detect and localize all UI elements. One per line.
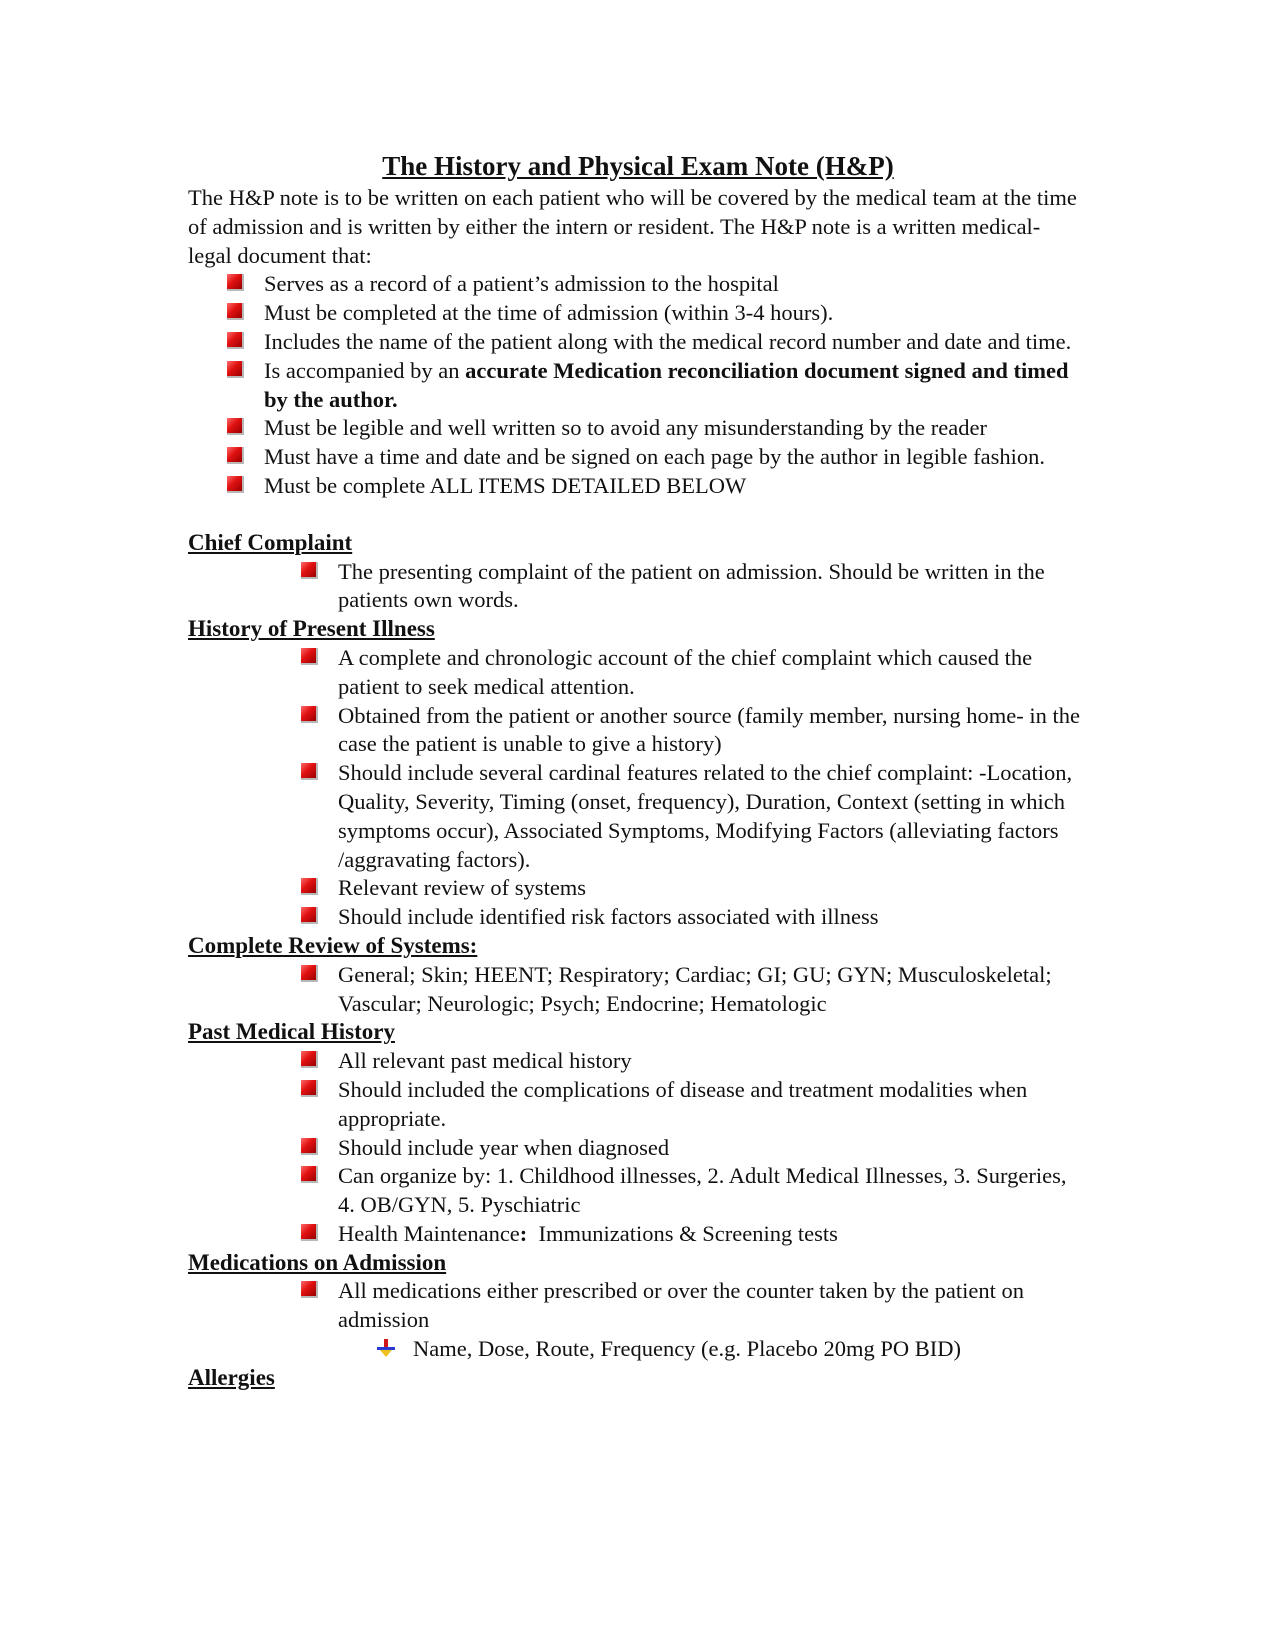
- list-item: Should include several cardinal features related to the chief complaint: -Location, Quality, Severity, Timing (onset, frequency), Duration, Context (setting in which symptoms occur), Associated Symptoms, Modifying Factors (alleviating factors /aggravating factors).: [338, 759, 1088, 874]
- red-square-bullet-icon: [301, 1138, 318, 1155]
- red-square-bullet-icon: [227, 303, 244, 320]
- red-square-bullet-icon: [301, 648, 318, 665]
- red-square-bullet-icon: [301, 878, 318, 895]
- list-item: Should include year when diagnosed: [338, 1134, 1088, 1163]
- red-square-bullet-icon: [301, 1051, 318, 1068]
- red-square-bullet-icon: [301, 907, 318, 924]
- medications-sublist: [188, 1335, 1088, 1364]
- spacer: [188, 501, 1088, 529]
- list-item: Must have a time and date and be signed on each page by the author in legible fashion.: [264, 443, 1088, 472]
- red-square-bullet-icon: [301, 1281, 318, 1298]
- document-page: [188, 150, 1088, 1393]
- red-square-bullet-icon: [227, 418, 244, 435]
- section-heading-medications: Medications on Admission: [188, 1249, 447, 1275]
- list-item: All relevant past medical history: [338, 1047, 1088, 1076]
- intro-list: [188, 270, 1088, 500]
- pmh-list: [188, 1047, 1088, 1249]
- red-square-bullet-icon: [301, 706, 318, 723]
- medications-list: [188, 1277, 1088, 1335]
- red-square-bullet-icon: [227, 447, 244, 464]
- section-heading-review-of-systems: Complete Review of Systems:: [188, 932, 478, 958]
- section-heading-hpi: History of Present Illness: [188, 616, 435, 642]
- list-item: A complete and chronologic account of the chief complaint which caused the patient to seek medical attention.: [338, 644, 1088, 702]
- list-item: All medications either prescribed or over the counter taken by the patient on admission: [338, 1277, 1088, 1335]
- ros-list: [188, 961, 1088, 1019]
- list-item: Should included the complications of disease and treatment modalities when appropriate.: [338, 1076, 1088, 1134]
- chief-complaint-list: [188, 558, 1088, 616]
- list-item: Should include identified risk factors associated with illness: [338, 903, 1088, 932]
- red-square-bullet-icon: [227, 476, 244, 493]
- red-square-bullet-icon: [301, 965, 318, 982]
- list-item: Obtained from the patient or another source (family member, nursing home- in the case the patient is unable to give a history): [338, 702, 1088, 760]
- red-square-bullet-icon: [227, 361, 244, 378]
- list-item: Can organize by: 1. Childhood illnesses, 2. Adult Medical Illnesses, 3. Surgeries, 4. OB/GYN, 5. Pyschiatric: [338, 1162, 1088, 1220]
- section-heading-chief-complaint: Chief Complaint: [188, 529, 353, 555]
- list-item: Serves as a record of a patient’s admission to the hospital: [264, 270, 1088, 299]
- red-square-bullet-icon: [301, 1224, 318, 1241]
- list-item: Must be completed at the time of admission (within 3-4 hours).: [264, 299, 1088, 328]
- list-item: Includes the name of the patient along with the medical record number and date and time.: [264, 328, 1088, 357]
- list-item: Name, Dose, Route, Frequency (e.g. Placebo 20mg PO BID): [413, 1335, 1088, 1364]
- list-item: Relevant review of systems: [338, 874, 1088, 903]
- section-heading-allergies: Allergies: [188, 1364, 275, 1390]
- red-square-bullet-icon: [301, 562, 318, 579]
- red-square-bullet-icon: [301, 1166, 318, 1183]
- red-square-bullet-icon: [227, 332, 244, 349]
- intro-paragraph: The H&P note is to be written on each patient who will be covered by the medical team at the time of admission and is written by either the intern or resident. The H&P note is a written medical-legal document that:: [188, 185, 1077, 268]
- arrow-bullet-icon: [376, 1338, 396, 1358]
- red-square-bullet-icon: [227, 274, 244, 291]
- red-square-bullet-icon: [301, 1080, 318, 1097]
- list-item: The presenting complaint of the patient on admission. Should be written in the patients own words.: [338, 558, 1088, 616]
- document-title: The History and Physical Exam Note (H&P): [382, 151, 894, 181]
- list-item: Must be legible and well written so to avoid any misunderstanding by the reader: [264, 414, 1088, 443]
- list-item: General; Skin; HEENT; Respiratory; Cardiac; GI; GU; GYN; Musculoskeletal; Vascular; Neurologic; Psych; Endocrine; Hematologic: [338, 961, 1088, 1019]
- bold-text: accurate Medication reconciliation document signed and timed by the author.: [264, 357, 1069, 412]
- section-heading-past-medical-history: Past Medical History: [188, 1019, 395, 1045]
- hpi-list: [188, 644, 1088, 932]
- red-square-bullet-icon: [301, 763, 318, 780]
- list-item: Is accompanied by an accurate Medication reconciliation document signed and timed by the author.: [264, 357, 1088, 415]
- list-item: Health Maintenance: Immunizations & Screening tests: [338, 1220, 1088, 1249]
- list-item: Must be complete ALL ITEMS DETAILED BELOW: [264, 472, 1088, 501]
